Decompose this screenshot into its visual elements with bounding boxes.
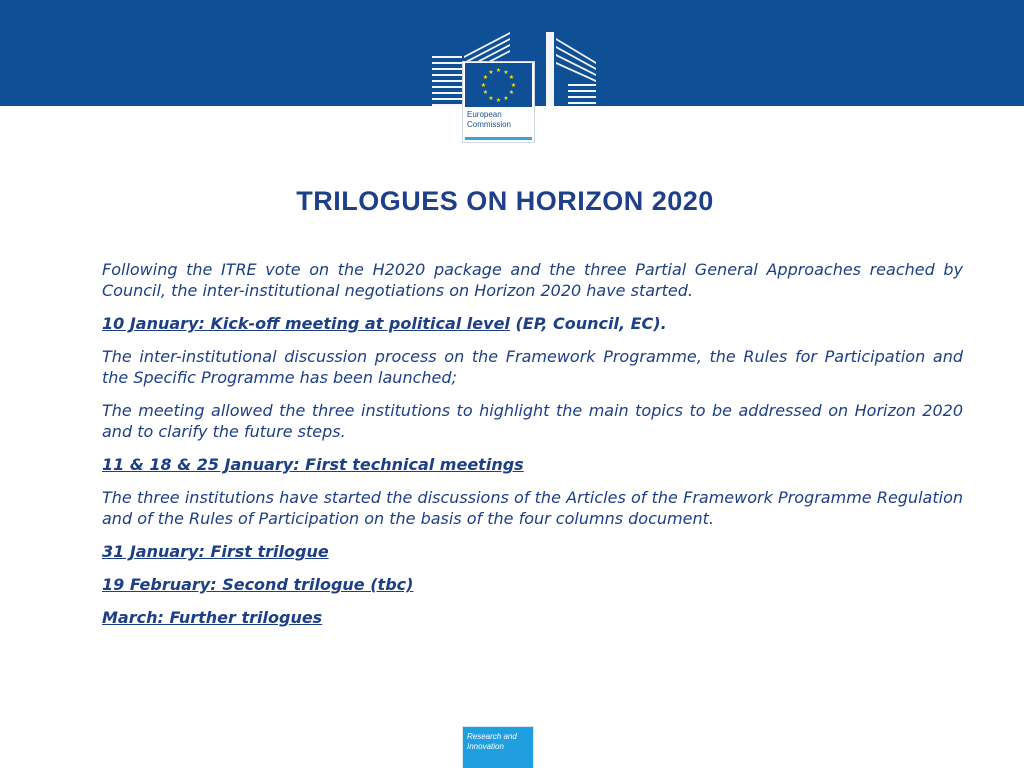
intro-paragraph: Following the ITRE vote on the H2020 package and the three Partial General Approaches reached by Council, the inter-institutional negotiations on Horizon 2020 have started. <box>102 260 963 300</box>
svg-text:★: ★ <box>510 82 517 89</box>
kickoff-heading-suffix: (EP, Council, EC). <box>509 314 667 333</box>
slide-title: TRILOGUES ON HORIZON 2020 <box>296 186 714 216</box>
svg-text:★: ★ <box>488 95 494 102</box>
item-heading <box>102 541 963 562</box>
item-heading <box>102 454 963 475</box>
item-heading <box>102 607 963 628</box>
kickoff-paragraph-1: The inter-institutional discussion process on the Framework Programme, the Rules for Participation and the Specific Programme has been launched; <box>102 347 963 387</box>
logo-wordmark <box>467 110 533 130</box>
item-heading <box>102 574 963 595</box>
svg-text:★: ★ <box>503 69 509 76</box>
technical-meetings-heading-link[interactable]: 11 & 18 & 25 January: First technical meetings <box>102 455 524 474</box>
svg-text:★: ★ <box>488 69 494 76</box>
kickoff-heading-link[interactable]: 10 January: Kick-off meeting at political level <box>102 314 510 333</box>
svg-text:★: ★ <box>508 74 515 81</box>
logo-accent-bar <box>465 137 532 140</box>
badge-line-1: Research and <box>467 732 517 741</box>
svg-text:★: ★ <box>495 67 502 74</box>
svg-text:★: ★ <box>482 89 489 96</box>
badge-line-2: Innovation <box>467 742 504 751</box>
logo-panel <box>463 62 534 142</box>
svg-text:★: ★ <box>495 97 502 104</box>
svg-text:★: ★ <box>503 95 509 102</box>
logo-line-1: European <box>467 110 502 119</box>
svg-text:★: ★ <box>482 74 489 81</box>
svg-text:★: ★ <box>480 82 487 89</box>
first-trilogue-heading-link[interactable]: 31 January: First trilogue <box>102 542 329 561</box>
further-trilogues-heading-link[interactable]: March: Further trilogues <box>102 608 323 627</box>
item-heading <box>102 313 963 334</box>
logo-line-2: Commission <box>467 120 512 129</box>
badge-text <box>467 732 531 752</box>
kickoff-paragraph-2: The meeting allowed the three institutions to highlight the main topics to be addressed on Horizon 2020 and to clarify the future steps. <box>102 401 963 441</box>
svg-text:★: ★ <box>508 89 515 96</box>
eu-flag-icon <box>465 63 532 107</box>
research-innovation-badge <box>463 727 533 768</box>
second-trilogue-heading-link[interactable]: 19 February: Second trilogue (tbc) <box>102 575 414 594</box>
technical-meetings-paragraph: The three institutions have started the discussions of the Articles of the Framework Programme Regulation and of the Rules of Participation on the basis of the four columns document. <box>102 488 963 528</box>
slide-body <box>102 259 963 640</box>
